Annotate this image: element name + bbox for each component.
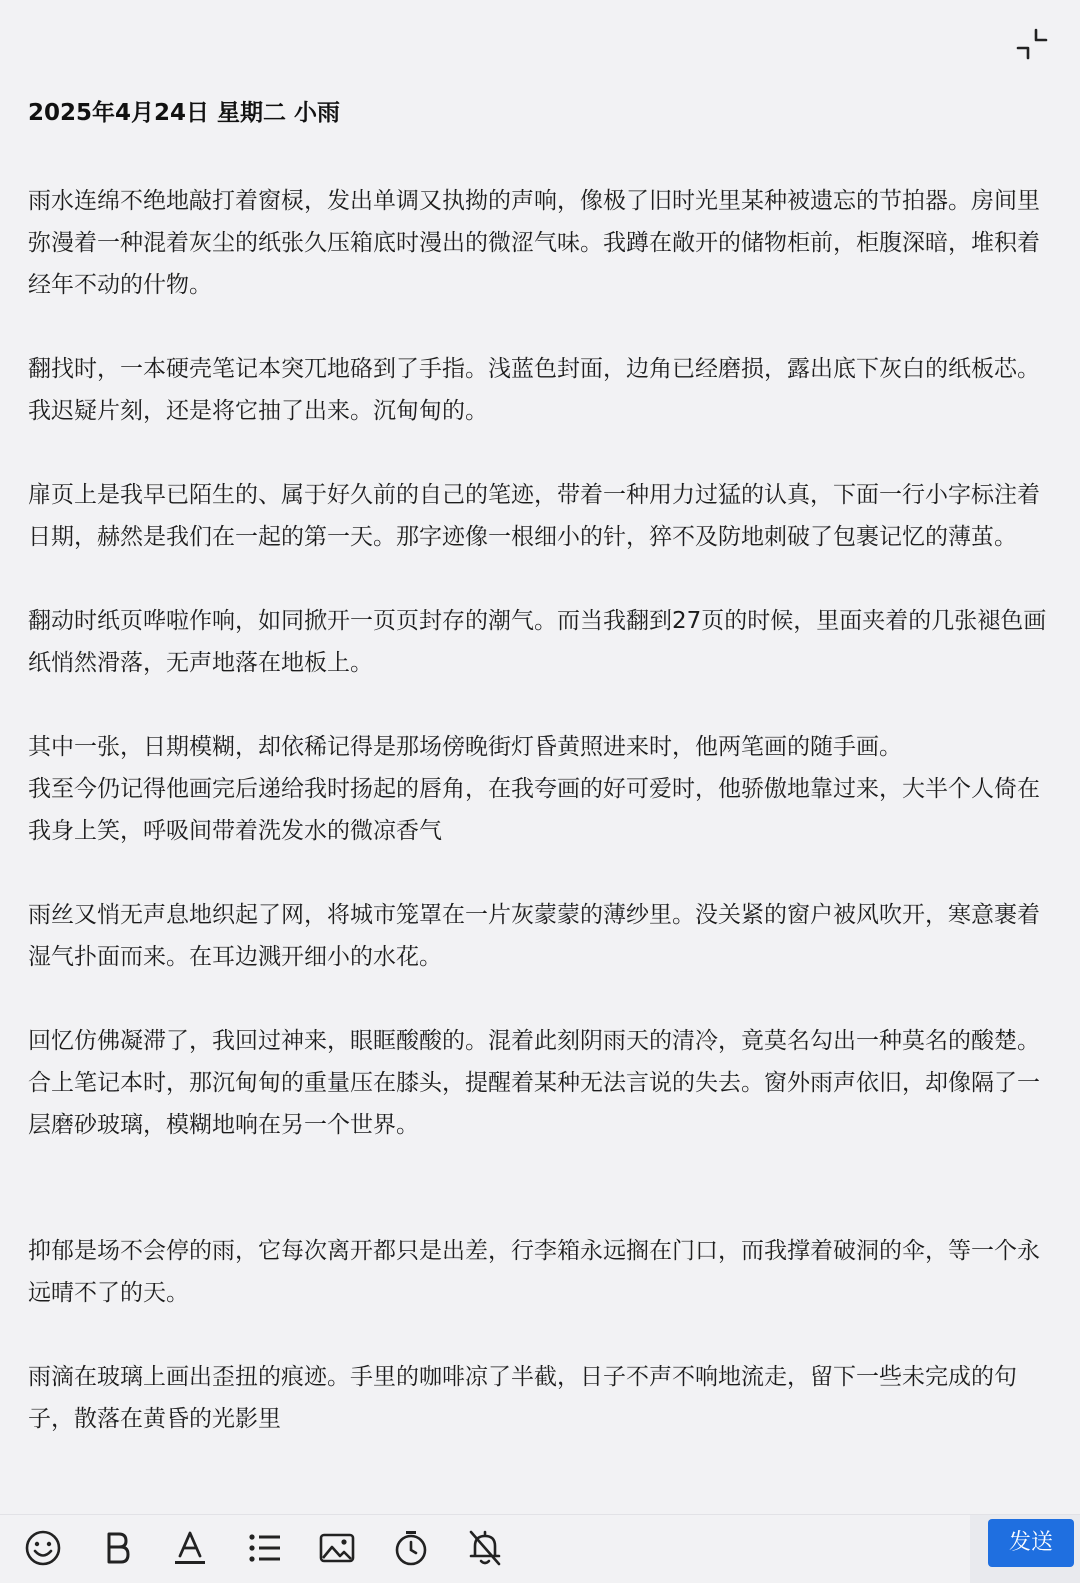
list-icon: [244, 1528, 284, 1568]
editor-toolbar: [0, 1514, 1080, 1583]
image-button[interactable]: [312, 1523, 362, 1573]
paragraph-7: 回忆仿佛凝滞了，我回过神来，眼眶酸酸的。混着此刻阴雨天的清冷，竟莫名勾出一种莫名的酸楚。合上笔记本时，那沉甸甸的重量压在膝头，提醒着某种无法言说的失去。窗外雨声依旧，却像隔了一层磨砂玻璃，模糊地响在另一个世界。: [28, 1028, 1040, 1138]
timer-icon: [391, 1528, 431, 1568]
text-color-button[interactable]: [165, 1523, 215, 1573]
timer-button[interactable]: [386, 1523, 436, 1573]
text-color-icon: [170, 1528, 210, 1568]
notification-off-button[interactable]: [460, 1523, 510, 1573]
paragraph-1: 雨水连绵不绝地敲打着窗棂，发出单调又执拗的声响，像极了旧时光里某种被遗忘的节拍器。房间里弥漫着一种混着灰尘的纸张久压箱底时漫出的微涩气味。我蹲在敞开的储物柜前，柜腹深暗，堆积着经年不动的什物。: [28, 188, 1040, 298]
paragraph-5: 其中一张，日期模糊，却依稀记得是那场傍晚街灯昏黄照进来时，他两笔画的随手画。 我至今仍记得他画完后递给我时扬起的唇角，在我夸画的好可爱时，他骄傲地靠过来，大半个人倚在我身上笑，呼吸间带着洗发水的微凉香气: [28, 734, 1040, 844]
entry-date-line: 2025年4月24日 星期二 小雨: [28, 100, 341, 126]
emoji-icon: [23, 1528, 63, 1568]
paragraph-9: 雨滴在玻璃上画出歪扭的痕迹。手里的咖啡凉了半截，日子不声不响地流走，留下一些未完成的句子，散落在黄昏的光影里: [28, 1364, 1017, 1432]
paragraph-2: 翻找时，一本硬壳笔记本突兀地硌到了手指。浅蓝色封面，边角已经磨损，露出底下灰白的纸板芯。我迟疑片刻，还是将它抽了出来。沉甸甸的。: [28, 356, 1040, 424]
paragraph-6: 雨丝又悄无声息地织起了网，将城市笼罩在一片灰蒙蒙的薄纱里。没关紧的窗户被风吹开，寒意裹着湿气扑面而来。在耳边溅开细小的水花。: [28, 902, 1040, 970]
collapse-button[interactable]: [1014, 26, 1050, 62]
bold-button[interactable]: [92, 1523, 142, 1573]
emoji-button[interactable]: [18, 1523, 68, 1573]
list-button[interactable]: [239, 1523, 289, 1573]
paragraph-8: 抑郁是场不会停的雨，它每次离开都只是出差，行李箱永远搁在门口，而我撑着破洞的伞，等一个永远晴不了的天。: [28, 1238, 1040, 1306]
paragraph-3: 扉页上是我早已陌生的、属于好久前的自己的笔迹，带着一种用力过猛的认真，下面一行小字标注着日期，赫然是我们在一起的第一天。那字迹像一根细小的针，猝不及防地刺破了包裹记忆的薄茧。: [28, 482, 1040, 550]
note-editor[interactable]: [28, 96, 1054, 1482]
send-button[interactable]: 发送: [988, 1519, 1074, 1567]
collapse-icon: [1014, 26, 1050, 62]
paragraph-4: 翻动时纸页哗啦作响，如同掀开一页页封存的潮气。而当我翻到27页的时候，里面夹着的几张褪色画纸悄然滑落，无声地落在地板上。: [28, 608, 1047, 676]
image-icon: [317, 1528, 357, 1568]
send-area: [970, 1515, 1080, 1583]
notification-off-icon: [465, 1528, 505, 1568]
bold-icon: [97, 1528, 137, 1568]
